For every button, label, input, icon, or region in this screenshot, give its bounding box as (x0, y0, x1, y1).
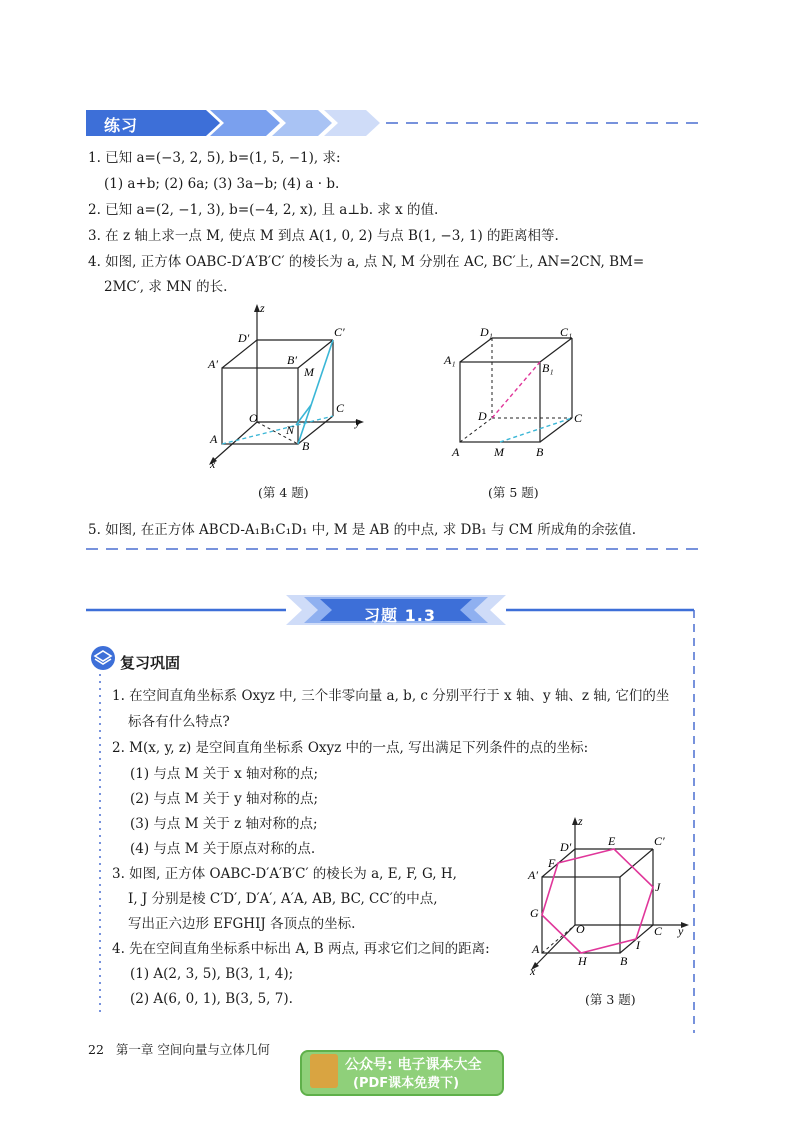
fig3-label-f: F (548, 856, 556, 870)
fig3-caption: (第 3 题) (585, 992, 636, 1007)
exercise-q2-4: (4) 与点 M 关于原点对称的点. (130, 841, 316, 857)
fig5-label-d: D (478, 409, 487, 423)
fig3-label-bb: B (620, 954, 628, 968)
practice-q1-sub: (1) a+b; (2) 6a; (3) 3a−b; (4) a · b. (104, 176, 340, 192)
figure-3-cube (520, 815, 695, 985)
fig4-caption: (第 4 题) (258, 485, 309, 500)
exercise-q3-line2: I, J 分别是棱 C′D′, D′A′, A′A, AB, BC, CC′的中点, (128, 891, 438, 907)
exercise-q2: 2. M(x, y, z) 是空间直角坐标系 Oxyz 中的一点, 写出满足下列条件的点的坐标: (112, 740, 589, 756)
fig4-label-cc: C (336, 401, 345, 415)
chapter-title: 第一章 空间向量与立体几何 (115, 1042, 270, 1057)
fig5-caption: (第 5 题) (488, 485, 539, 500)
fig4-label-a: A′ (208, 357, 218, 371)
fig3-label-cc: C (654, 924, 663, 938)
fig4-label-m: M (304, 365, 314, 379)
practice-end-dashline (86, 546, 706, 552)
exercise-q4-1: (1) A(2, 3, 5), B(3, 1, 4); (130, 966, 294, 982)
fig3-label-j: J (655, 880, 661, 894)
fig5-label-a1: A₁ (444, 353, 456, 367)
fig3-label-z: z (578, 815, 583, 828)
fig5-label-a: A (452, 445, 460, 459)
layers-icon (90, 645, 116, 671)
fig3-label-h: H (578, 954, 587, 968)
exercise-q1-line1: 1. 在空间直角坐标系 Oxyz 中, 三个非零向量 a, b, c 分别平行于 x 轴、y 轴、z 轴, 它们的坐 (112, 688, 670, 704)
exercise-q2-1: (1) 与点 M 关于 x 轴对称的点; (130, 766, 319, 782)
exercise-q2-2: (2) 与点 M 关于 y 轴对称的点; (130, 791, 319, 807)
fig4-label-y: y (355, 415, 361, 429)
exercise-q3-line1: 3. 如图, 正方体 OABC-D′A′B′C′ 的棱长为 a, E, F, G, H, (112, 866, 457, 882)
fig4-label-c: C′ (334, 325, 345, 339)
page-number: 22 (88, 1042, 104, 1057)
watermark-line2: (PDF课本免费下) (353, 1076, 460, 1091)
fig3-label-aa: A (532, 942, 540, 956)
fig5-label-m: M (494, 445, 504, 459)
practice-q1: 1. 已知 a=(−3, 2, 5), b=(1, 5, −1), 求: (88, 150, 341, 166)
fig3-label-x: x (530, 964, 536, 978)
fig4-label-n: N (286, 423, 295, 437)
review-section-title: 复习巩固 (120, 654, 181, 672)
exercise-title: 习题 1.3 (364, 606, 436, 625)
fig3-label-a: A′ (528, 868, 538, 882)
fig4-label-o: O (249, 411, 258, 425)
exercise-q1-line2: 标各有什么特点? (128, 714, 230, 730)
practice-q3: 3. 在 z 轴上求一点 M, 使点 M 到点 A(1, 0, 2) 与点 B(1, −3, 1) 的距离相等. (88, 228, 559, 244)
fig3-label-e: E (608, 834, 616, 848)
page-footer (88, 1040, 270, 1058)
fig5-label-c1: C₁ (560, 325, 573, 339)
practice-q4-line1: 4. 如图, 正方体 OABC-D′A′B′C′ 的棱长为 a, 点 N, M 分别在 AC, BC′上, AN=2CN, BM= (88, 254, 645, 270)
figure-5-cube (440, 320, 590, 460)
fig4-label-z: z (260, 301, 265, 315)
practice-q4-line2: 2MC′, 求 MN 的长. (104, 279, 228, 295)
fig3-label-i: I (636, 938, 640, 952)
practice-q2: 2. 已知 a=(2, −1, 3), b=(−4, 2, x), 且 a⊥b. 求 x 的值. (88, 202, 439, 218)
book-icon (310, 1054, 338, 1088)
fig4-label-aa: A (210, 432, 218, 446)
practice-title: 练习 (104, 116, 139, 135)
fig5-label-d1: D₁ (480, 325, 493, 339)
fig5-label-b: B (536, 445, 544, 459)
exercise-q4: 4. 先在空间直角坐标系中标出 A, B 两点, 再求它们之间的距离: (112, 941, 490, 957)
fig3-label-g: G (530, 906, 539, 920)
fig4-label-b: B′ (287, 353, 297, 367)
fig5-label-b1: B₁ (542, 361, 554, 375)
exercise-q4-2: (2) A(6, 0, 1), B(3, 5, 7). (130, 991, 293, 1007)
practice-banner (86, 108, 706, 138)
exercise-q2-3: (3) 与点 M 关于 z 轴对称的点; (130, 816, 318, 832)
fig4-label-bb: B (302, 439, 310, 453)
fig5-label-c: C (574, 411, 583, 425)
fig3-label-d: D′ (560, 840, 572, 854)
watermark-line1: 公众号: 电子课本大全 (345, 1057, 482, 1073)
figure-4-cube (200, 300, 370, 470)
fig3-label-o: O (576, 922, 585, 936)
fig4-label-d: D′ (238, 331, 250, 345)
practice-q5: 5. 如图, 在正方体 ABCD-A₁B₁C₁D₁ 中, M 是 AB 的中点, 求 DB₁ 与 CM 所成角的余弦值. (88, 522, 636, 538)
fig3-label-y: y (678, 924, 684, 938)
fig4-label-x: x (210, 457, 216, 470)
fig3-label-c: C′ (654, 834, 665, 848)
exercise-q3-line3: 写出正六边形 EFGHIJ 各顶点的坐标. (128, 916, 356, 932)
